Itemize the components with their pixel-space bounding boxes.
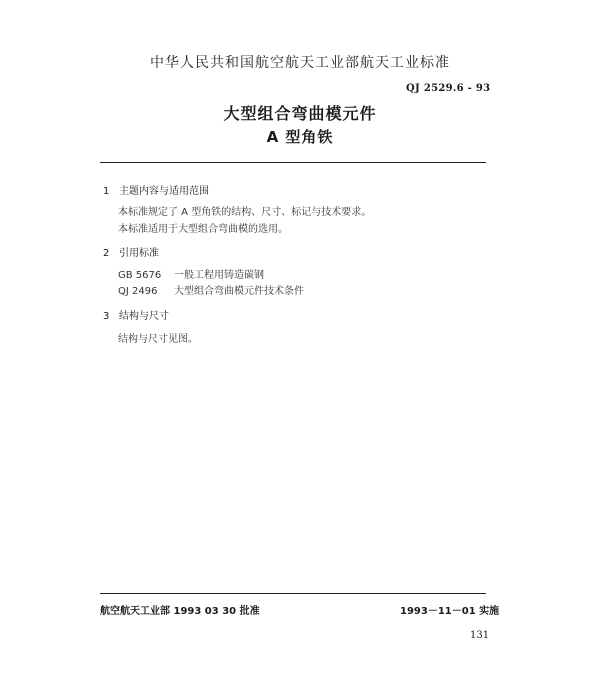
section-title: 主题内容与适用范围 [119, 186, 209, 197]
page-number: 131 [470, 630, 490, 641]
section-heading-2 [103, 244, 159, 259]
paragraph: 结构与尺寸见图。 [118, 334, 198, 345]
standard-code: QJ 2529.6 - 93 [406, 83, 491, 94]
footer-divider [100, 593, 486, 594]
section-number: 1 [103, 186, 110, 197]
paragraph: 本标准适用于大型组合弯曲模的选用。 [118, 224, 288, 235]
header-divider [100, 162, 486, 163]
document-title: 大型组合弯曲模元件 [223, 104, 377, 123]
reference-title: 一般工程用铸造碳钢 [174, 270, 264, 281]
reference-code: QJ 2496 [118, 286, 158, 297]
paragraph: 本标准规定了 A 型角铁的结构、尺寸、标记与技术要求。 [118, 207, 372, 218]
reference-title: 大型组合弯曲模元件技术条件 [174, 286, 304, 297]
section-title: 结构与尺寸 [119, 311, 169, 322]
section-title: 引用标准 [119, 248, 159, 259]
reference-code: GB 5676 [118, 270, 162, 281]
section-number: 3 [103, 311, 110, 322]
reference-item [118, 282, 304, 297]
approval-statement: 航空航天工业部 1993 03 30 批准 [100, 606, 260, 617]
section-number: 2 [103, 248, 110, 259]
section-heading-1 [103, 182, 209, 197]
reference-item [118, 266, 264, 281]
section-heading-3 [103, 307, 169, 322]
issuing-organization: 中华人民共和国航空航天工业部航天工业标准 [150, 55, 450, 71]
implementation-date: 1993－11－01 实施 [400, 606, 500, 617]
document-subtitle: A 型角铁 [266, 128, 334, 146]
